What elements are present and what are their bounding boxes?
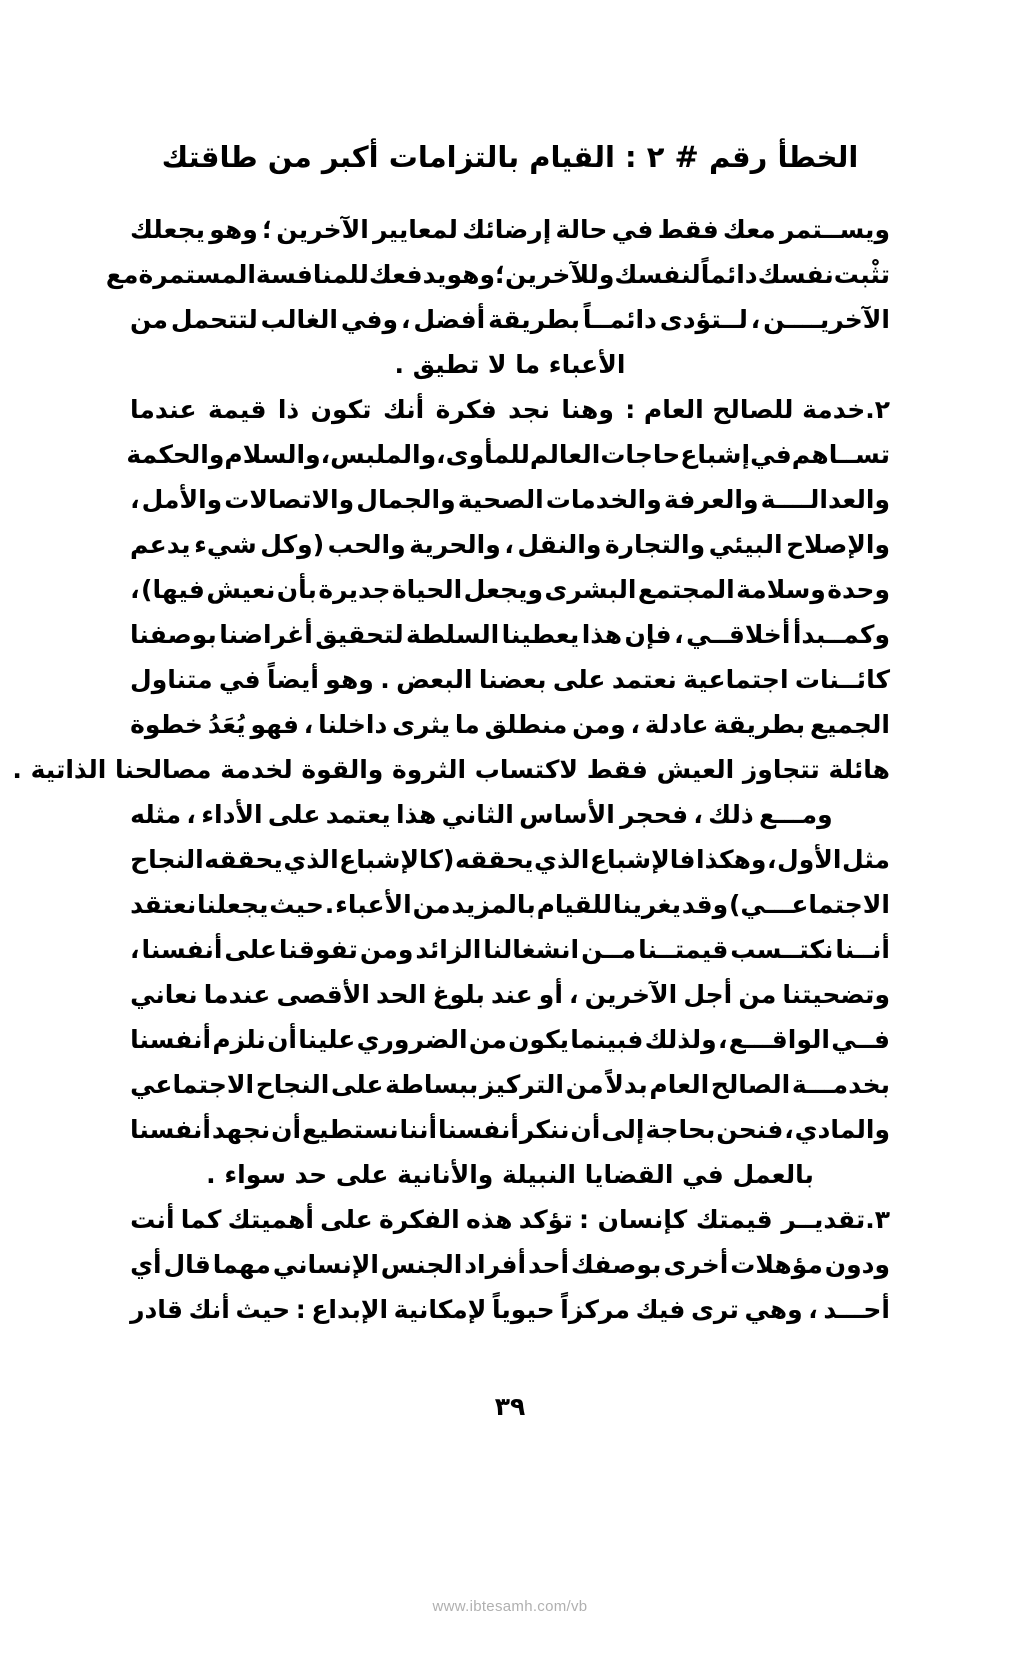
word: العام: [649, 1070, 710, 1100]
word: ببساطة: [385, 1070, 479, 1100]
text-line: [130, 1287, 890, 1332]
paragraph: [130, 1197, 890, 1332]
word: يُعَدُ: [207, 710, 246, 740]
text-line: [130, 1197, 890, 1242]
word: ؛: [495, 260, 505, 290]
word: التركيز: [479, 1070, 564, 1100]
word: فيك: [635, 1295, 686, 1325]
word: نلزم: [212, 1025, 266, 1055]
word: عند: [490, 980, 533, 1010]
word: حيث: [235, 1295, 291, 1325]
body-text: [12, 207, 890, 1332]
line-indent: [838, 792, 890, 837]
word: يعتمد: [325, 800, 391, 830]
word: أهميتك: [227, 1205, 314, 1235]
word: قادر: [130, 1295, 184, 1325]
word: ،: [130, 485, 140, 515]
word: على: [552, 665, 606, 695]
word: نعتمد: [611, 665, 677, 695]
word: الواقـــع: [728, 1025, 830, 1055]
text-line: [130, 297, 890, 342]
word: بوصفنا: [130, 620, 217, 650]
word: مثله: [130, 800, 182, 830]
word: ذا: [277, 395, 300, 425]
text-line: [130, 702, 890, 747]
word: للمأوى: [445, 440, 530, 470]
word: أحد: [528, 1250, 570, 1280]
word: في: [611, 215, 654, 245]
word: .: [324, 890, 335, 920]
word: ،: [320, 440, 331, 470]
word: لمعايير: [373, 215, 458, 245]
word: تثْبت: [833, 260, 890, 290]
word: والحكمة: [126, 440, 225, 470]
word: النجاح: [255, 1070, 330, 1100]
word: هذا: [581, 620, 623, 650]
word: الزائد: [415, 935, 482, 965]
word: من: [468, 1025, 507, 1055]
word: لتتحمل: [170, 305, 258, 335]
word: وقد: [681, 890, 729, 920]
word: يكون: [508, 1025, 569, 1055]
word: الثاني: [441, 800, 514, 830]
word: فيها): [141, 575, 205, 605]
word: أحـــد: [823, 1295, 890, 1325]
word: من: [412, 890, 451, 920]
word: عادلة: [644, 710, 709, 740]
word: ،: [750, 305, 761, 335]
word: بأن: [276, 575, 317, 605]
word: وكمــبدأ: [792, 620, 890, 650]
word: وحدة: [827, 575, 890, 605]
word: فإن: [624, 620, 672, 650]
word: فنحن: [716, 1115, 784, 1145]
word: والحرية: [409, 530, 501, 560]
word: أخرى: [663, 1250, 729, 1280]
word: والتجارة: [604, 530, 706, 560]
site-watermark: www.ibtesamh.com/vb: [432, 1598, 588, 1615]
word: ،: [674, 620, 684, 650]
word: الاجتماعي: [130, 1070, 255, 1100]
word: المجتمع: [637, 575, 735, 605]
word: الأقصى: [276, 980, 370, 1010]
text-line: [130, 927, 890, 972]
word: دائماً: [700, 260, 758, 290]
word: ودون: [824, 1250, 890, 1280]
word: نفسك: [757, 260, 834, 290]
word: ،: [808, 1295, 818, 1325]
word: ،: [784, 1115, 794, 1145]
word: يحققه: [454, 845, 534, 875]
word: أنفسنا: [130, 1025, 212, 1055]
text-line: [130, 1107, 890, 1152]
word: الاجتماعـــي): [729, 890, 890, 920]
word: نعاني: [130, 980, 198, 1010]
word: مهما: [212, 1250, 271, 1280]
word: جديرة: [318, 575, 391, 605]
word: هذا: [395, 800, 437, 830]
word: فحجر: [620, 800, 689, 830]
word: ومـــع: [758, 800, 833, 830]
text-line: [130, 837, 890, 882]
word: ويجعل: [463, 575, 543, 605]
word: بلوغ: [432, 980, 485, 1010]
word: وهنا: [561, 395, 614, 425]
text-line: [126, 432, 890, 477]
word: الآخريــــن: [763, 305, 890, 335]
word: الصالح: [710, 1070, 791, 1100]
word: السلطة: [406, 620, 500, 650]
word: فهو: [250, 710, 300, 740]
word: ،: [630, 710, 640, 740]
word: كما: [180, 1205, 222, 1235]
word: وللآخرين: [505, 260, 615, 290]
word: ومن: [359, 935, 414, 965]
text-line: [130, 522, 890, 567]
text-line: [130, 477, 890, 522]
word: نعيش: [206, 575, 276, 605]
word: يجعلنا: [197, 890, 269, 920]
word: الأداء: [201, 800, 263, 830]
word: وفي: [340, 305, 399, 335]
paragraph: [130, 792, 890, 1197]
word: أي: [130, 1250, 162, 1280]
word: نجهد: [211, 1115, 271, 1145]
word: بالمزيد: [451, 890, 536, 920]
text-line: [130, 567, 890, 612]
word: الإبداع: [311, 1295, 389, 1325]
text-line: هائلة تتجاوز العيش فقط لاكتساب الثروة والقوة لخدمة مصالحنا الذاتية .: [12, 755, 890, 785]
word: أو: [538, 980, 563, 1010]
word: الحد: [376, 980, 427, 1010]
text-line: [130, 972, 890, 1017]
word: الصحية: [457, 485, 544, 515]
word: الأول: [777, 845, 842, 875]
word: الآخرين: [584, 980, 678, 1010]
word: الضروري: [356, 1025, 468, 1055]
word: والسلام: [224, 440, 321, 470]
word: عندما: [130, 395, 197, 425]
word: إشباع: [680, 440, 751, 470]
word: تفوقنا: [278, 935, 358, 965]
word: مع: [105, 260, 139, 290]
word: ،: [504, 530, 514, 560]
word: ترى: [691, 1295, 739, 1325]
word: يحققه: [204, 845, 283, 875]
word: ،: [400, 305, 411, 335]
text-line: [130, 792, 890, 837]
word: قال: [163, 1250, 211, 1280]
word: وهي: [744, 1295, 803, 1325]
word: يغرينا: [612, 890, 681, 920]
word: والمادي: [794, 1115, 890, 1145]
word: البعض: [396, 665, 473, 695]
word: معك: [722, 215, 776, 245]
word: أنك: [382, 395, 425, 425]
word: للمنافسة: [255, 260, 369, 290]
word: كائــنات: [794, 665, 890, 695]
word: تؤكد: [518, 1205, 573, 1235]
word: حالة: [555, 215, 608, 245]
word: لــتؤدى: [659, 305, 748, 335]
word: أن: [271, 1115, 302, 1145]
word: حيث: [269, 890, 324, 920]
word: والعرفة: [663, 485, 759, 515]
word: والملبس: [330, 440, 437, 470]
word: فكرة: [435, 395, 497, 425]
word: حاجات: [600, 440, 681, 470]
word: أيضاً: [266, 665, 319, 695]
word: والاتصالات: [224, 485, 355, 515]
word: نستطيع: [301, 1115, 399, 1145]
word: ما: [454, 710, 480, 740]
word: إرضائك: [462, 215, 552, 245]
word: فالإشباع: [589, 845, 696, 875]
word: والعدالــــة: [760, 485, 890, 515]
word: لتحقيق: [315, 620, 404, 650]
word: علينا: [298, 1025, 356, 1055]
word: في: [750, 440, 792, 470]
word: نجد: [508, 395, 551, 425]
word: وهو: [209, 215, 258, 245]
word: يثرى: [392, 710, 451, 740]
page-number: ٣٩: [494, 1392, 526, 1421]
word: عندما: [203, 980, 271, 1010]
word: اجتماعية: [683, 665, 789, 695]
word: منطلق: [484, 710, 568, 740]
paragraph: [105, 207, 890, 387]
word: شيء: [194, 530, 257, 560]
word: ذلك: [708, 800, 754, 830]
word: وهو: [446, 260, 495, 290]
paragraph: [12, 387, 890, 792]
word: الأساس: [519, 800, 615, 830]
word: من: [565, 1070, 604, 1100]
word: أجل: [683, 980, 733, 1010]
word: ،: [130, 935, 140, 965]
word: إلى: [601, 1115, 645, 1145]
word: على: [320, 1205, 373, 1235]
word: في: [218, 665, 261, 695]
word: ويســتمر: [780, 215, 890, 245]
word: والحب: [327, 530, 406, 560]
word: يعطينا: [501, 620, 580, 650]
word: النجاح: [130, 845, 204, 875]
text-line: [105, 252, 890, 297]
word: بدلاً: [605, 1070, 648, 1100]
word: الآخرين: [276, 215, 369, 245]
text-line: الأعباء ما لا تطيق .: [394, 350, 626, 380]
word: أفراد: [464, 1250, 527, 1280]
word: (كالإشباع: [339, 845, 455, 875]
word: نكتــسب: [730, 935, 834, 965]
word: الذي: [534, 845, 590, 875]
word: ،: [186, 800, 196, 830]
word: والإصلاح: [786, 530, 890, 560]
page-content: [12, 138, 890, 1332]
word: مركزاً: [560, 1295, 630, 1325]
word: أن: [570, 1115, 601, 1145]
word: .: [380, 665, 390, 695]
word: وهو: [325, 665, 374, 695]
word: ولذلك: [644, 1025, 717, 1055]
text-line: بالعمل في القضايا النبيلة والأنانية على حد سواء .: [206, 1160, 814, 1190]
word: مثل: [842, 845, 890, 875]
word: على: [267, 800, 321, 830]
word: بخدمـــة: [791, 1070, 890, 1100]
word: الفكرة: [378, 1205, 460, 1235]
word: الذي: [283, 845, 339, 875]
word: وهكذا: [696, 845, 767, 875]
word: لإمكانية: [393, 1295, 487, 1325]
word: حيوياً: [492, 1295, 555, 1325]
text-line: [130, 657, 890, 702]
word: الحياة: [391, 575, 463, 605]
section-heading: ٣.تقديــر قيمتك كإنسان :: [578, 1205, 890, 1235]
word: خطوة: [130, 710, 203, 740]
word: المستمرة: [138, 260, 256, 290]
word: يدفعك: [368, 260, 447, 290]
word: ومن: [572, 710, 626, 740]
word: بطريقة: [713, 710, 806, 740]
word: والنقل: [517, 530, 602, 560]
word: أنفسنا: [130, 1115, 211, 1145]
word: هذه: [465, 1205, 513, 1235]
word: ،: [130, 575, 140, 605]
word: وتضحيتنا: [782, 980, 890, 1010]
word: البشرى: [544, 575, 637, 605]
word: الأعباء: [335, 890, 412, 920]
word: البيئي: [708, 530, 783, 560]
word: للقيام: [536, 890, 613, 920]
word: ،: [767, 845, 777, 875]
word: الإنساني: [272, 1250, 379, 1280]
word: فقط: [657, 215, 719, 245]
word: من: [130, 305, 168, 335]
word: مؤهلات: [730, 1250, 823, 1280]
word: والأمل: [141, 485, 223, 515]
word: ،: [717, 1025, 728, 1055]
word: على: [330, 1070, 384, 1100]
word: فبينما: [570, 1025, 644, 1055]
word: قيمتــنا: [638, 935, 729, 965]
word: ،: [303, 710, 314, 740]
word: فــي: [831, 1025, 890, 1055]
page-title: الخطأ رقم # ٢ : القيام بالتزامات أكبر من طاقتك: [161, 140, 859, 174]
word: مــن: [581, 935, 637, 965]
word: ،: [569, 980, 579, 1010]
word: تســاهم: [791, 440, 890, 470]
word: ؛: [262, 215, 272, 245]
text-line: [130, 387, 890, 432]
word: تكون: [310, 395, 372, 425]
word: والجمال: [356, 485, 456, 515]
word: أننا: [399, 1115, 438, 1145]
word: بعضنا: [478, 665, 547, 695]
word: داخلنا: [318, 710, 388, 740]
word: (وكل: [260, 530, 325, 560]
word: أخلاقــي: [686, 620, 791, 650]
word: نعتقد: [130, 890, 197, 920]
word: يجعلك: [130, 215, 205, 245]
word: على: [224, 935, 277, 965]
text-line: [130, 207, 890, 252]
word: بطريقة: [488, 305, 580, 335]
text-line: [130, 882, 890, 927]
word: قيمة: [207, 395, 267, 425]
word: أنفسنا: [141, 935, 223, 965]
text-line: [130, 1242, 890, 1287]
word: ،: [436, 440, 446, 470]
word: أفضل: [413, 305, 486, 335]
word: أنك: [188, 1295, 230, 1325]
word: الغالب: [260, 305, 338, 335]
word: والخدمات: [545, 485, 662, 515]
word: أنفسنا: [437, 1115, 519, 1145]
word: :: [295, 1295, 306, 1325]
word: أنــنا: [835, 935, 890, 965]
word: أغراضنا: [219, 620, 313, 650]
word: الجميع: [809, 710, 890, 740]
word: بوصفك: [570, 1250, 662, 1280]
word: الجنس: [380, 1250, 463, 1280]
word: دائمــاً: [582, 305, 657, 335]
word: ،: [693, 800, 703, 830]
word: متناول: [130, 665, 213, 695]
word: من: [738, 980, 777, 1010]
word: يدعم: [130, 530, 191, 560]
word: وسلامة: [736, 575, 826, 605]
text-line: [130, 612, 890, 657]
text-line: [130, 1017, 890, 1062]
word: العالم: [529, 440, 601, 470]
word: لنفسك: [614, 260, 701, 290]
word: أن: [267, 1025, 297, 1055]
word: أنت: [130, 1205, 175, 1235]
text-line: [130, 1062, 890, 1107]
section-heading: ٢.خدمة للصالح العام :: [625, 395, 890, 425]
word: ننكر: [519, 1115, 570, 1145]
word: بحاجة: [645, 1115, 716, 1145]
word: انشغالنا: [483, 935, 580, 965]
